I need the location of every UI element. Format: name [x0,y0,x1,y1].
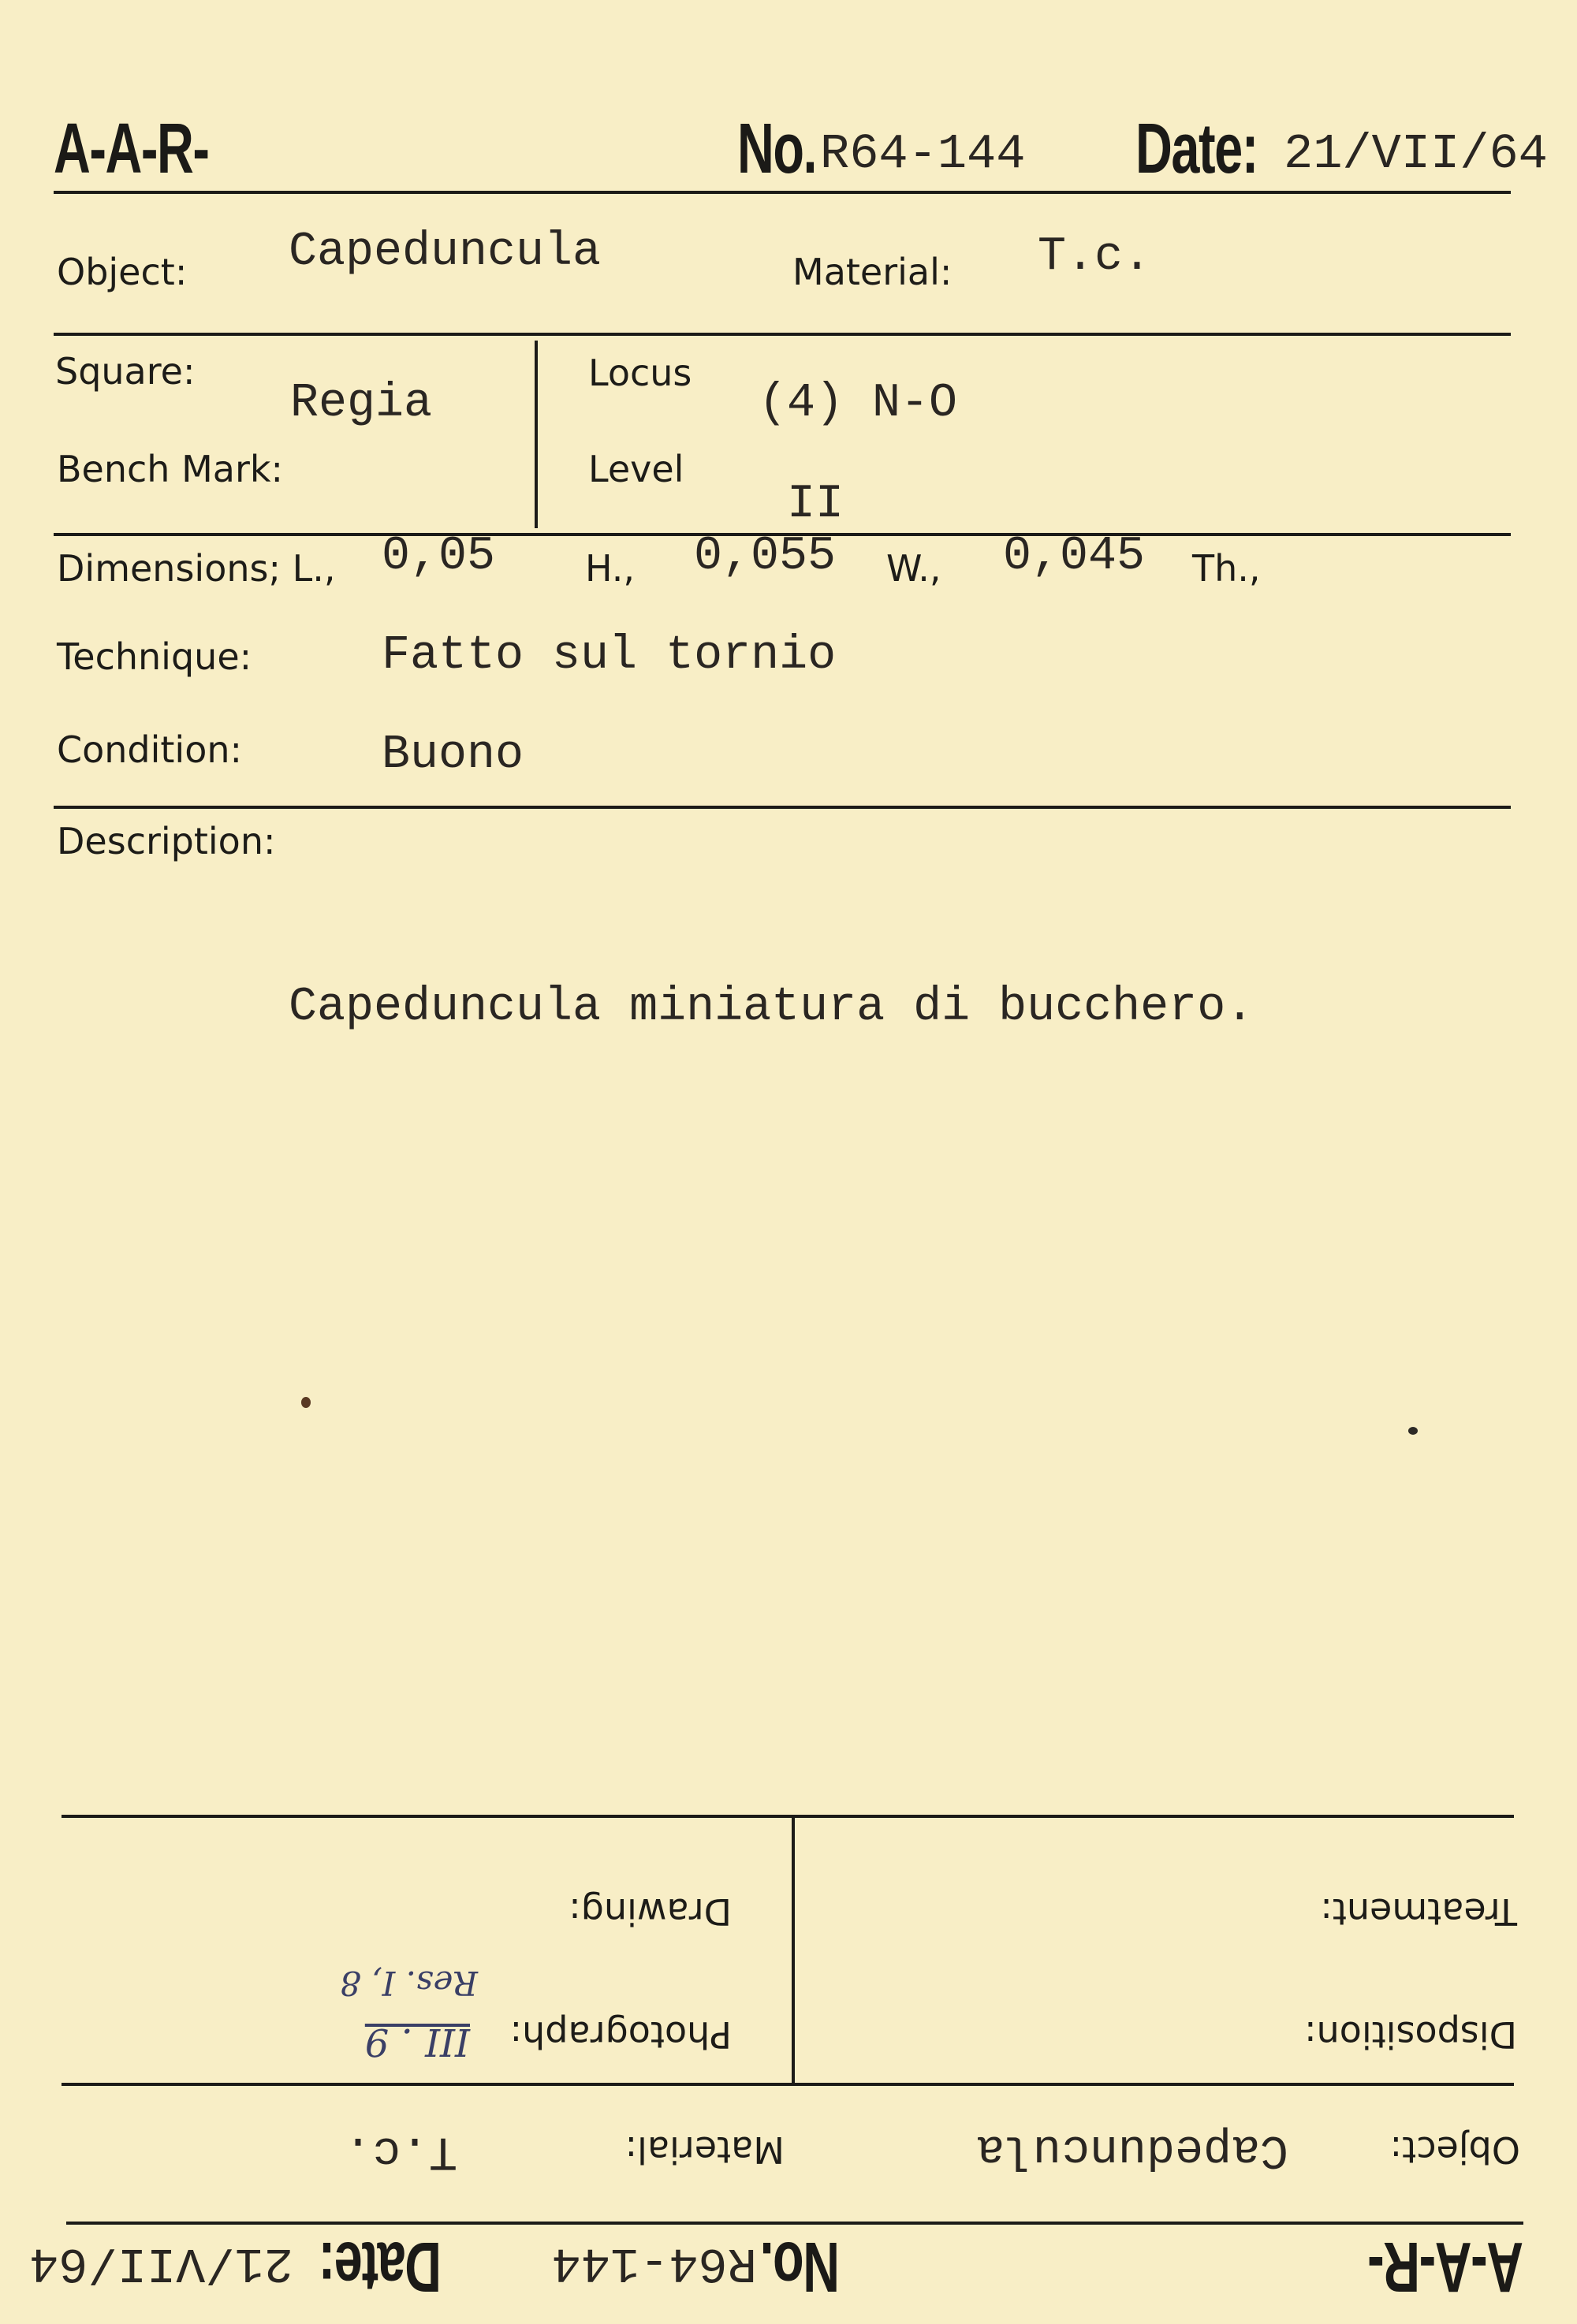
inverted-footer [0,1655,1577,2324]
footer-divider [792,1818,795,2083]
square-divider [535,341,538,528]
object-label: Object: [57,251,188,293]
object-rule [54,333,1511,336]
locus-label: Locus [588,352,692,394]
footer-material-label: Material: [624,2128,785,2171]
footer-date-label: Date: [319,2227,442,2306]
dimension-h-label: H., [585,547,636,590]
technique-value: Fatto sul tornio [382,629,837,683]
bench-mark-label: Bench Mark: [57,448,284,490]
ink-speck [1408,1427,1418,1435]
agency-code: A-A-R- [54,110,209,188]
footer-object-value: Capeduncula [975,2122,1288,2176]
footer-material-value: T.c. [343,2124,457,2177]
technique-label: Technique: [57,635,252,678]
disposition-label: Disposition: [1304,2013,1517,2056]
photograph-label: Photograph: [509,2013,732,2056]
footer-bottom-rule [62,1815,1514,1818]
condition-rule [54,806,1511,809]
photograph-value: III . 9 [364,2020,470,2064]
square-label: Square: [55,350,196,393]
level-value: II [787,478,844,531]
dimension-height: 0,055 [694,530,837,583]
dimensions-label: Dimensions; L., [57,547,336,590]
header-rule [54,191,1511,194]
condition-value: Buono [382,728,524,782]
dimension-th-label: Th., [1192,547,1261,590]
footer-header-rule [66,2222,1523,2225]
date-value: 21/VII/64 [1284,126,1548,182]
dimension-w-label: W., [886,547,941,590]
material-label: Material: [792,251,953,293]
condition-label: Condition: [57,728,243,771]
material-value: T.c. [1038,230,1152,284]
dimension-width: 0,045 [1003,530,1146,583]
number-value: R64-144 [820,126,1026,182]
footer-number-label: No. [760,2227,840,2306]
photograph-note: Res. I, 8 [340,1964,478,2002]
drawing-label: Drawing: [569,1890,732,1933]
number-label: No. [737,110,817,188]
footer-date-value: 21/VII/64 [29,2235,293,2291]
footer-object-rule [62,2083,1514,2086]
footer-object-label: Object: [1389,2128,1520,2171]
date-label: Date: [1135,110,1258,188]
locus-value: (4) N-O [759,377,958,430]
ink-speck [301,1397,311,1408]
treatment-label: Treatment: [1320,1890,1517,1933]
level-label: Level [588,448,684,490]
object-value: Capeduncula [289,225,602,279]
footer-number-value: R64-144 [551,2235,757,2291]
footer-agency-code: A-A-R- [1368,2227,1523,2306]
square-value: Regia [290,377,433,430]
dimension-length: 0,05 [382,530,496,583]
description-value: Capeduncula miniatura di bucchero. [289,981,1255,1034]
description-label: Description: [57,820,276,862]
